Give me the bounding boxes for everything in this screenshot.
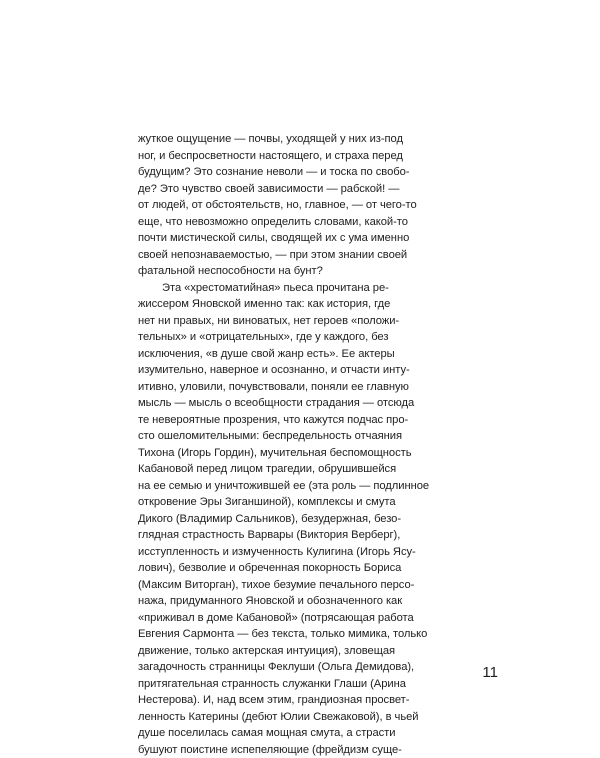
text-line-29: нажа, придуманного Яновской и обозначенного как [138, 593, 478, 610]
text-line-30: «приживал в доме Кабановой» (потрясающая работа [138, 610, 478, 627]
text-line-11: жиссером Яновской именно так: как история, где [138, 296, 478, 313]
text-line-2: ног, и беспросветности настоящего, и страха перед [138, 148, 478, 165]
text-line-26: исступленность и измученность Кулигина (Игорь Ясу- [138, 544, 478, 561]
text-line-14: исключения, «в душе свой жанр есть». Ее актеры [138, 346, 478, 363]
text-line-5: от людей, от обстоятельств, но, главное, — от чего-то [138, 197, 478, 214]
text-line-8: своей непознаваемостью, — при этом знании своей [138, 247, 478, 264]
text-line-32: движение, только актерская интуиция), зловещая [138, 643, 478, 660]
text-line-7: почти мистической силы, сводящей их с ума именно [138, 230, 478, 247]
text-line-6: еще, что невозможно определить словами, какой-то [138, 214, 478, 231]
text-line-35: Нестерова). И, над всем этим, грандиозная просвет- [138, 692, 478, 709]
text-line-12: нет ни правых, ни виноватых, нет героев «положи- [138, 313, 478, 330]
text-line-21: Кабановой перед лицом трагедии, обрушившейся [138, 461, 478, 478]
text-line-4: де? Это чувство своей зависимости — рабской! — [138, 181, 478, 198]
text-line-18: те невероятные прозрения, что кажутся подчас про- [138, 412, 478, 429]
body-text [138, 131, 478, 758]
text-line-13: тельных» и «отрицательных», где у каждого, без [138, 329, 478, 346]
page-number: 11 [458, 664, 498, 682]
text-line-10: Эта «хрестоматийная» пьеса прочитана ре- [138, 280, 478, 297]
text-line-33: загадочность странницы Феклуши (Ольга Демидова), [138, 659, 478, 676]
text-line-19: сто ошеломительными: беспредельность отчаяния [138, 428, 478, 445]
text-line-38: бушуют поистине испепеляющие (фрейдизм суще- [138, 742, 478, 758]
text-line-28: (Максим Виторган), тихое безумие печального персо- [138, 577, 478, 594]
text-line-20: Тихона (Игорь Гордин), мучительная беспомощность [138, 445, 478, 462]
text-line-16: итивно, уловили, почувствовали, поняли ее главную [138, 379, 478, 396]
text-line-3: будущим? Это сознание неволи — и тоска по свобо- [138, 164, 478, 181]
text-line-34: притягательная странность служанки Глаши (Арина [138, 676, 478, 693]
text-line-15: изумительно, наверное и осознанно, и отчасти инту- [138, 362, 478, 379]
text-line-9: фатальной неспособности на бунт? [138, 263, 478, 280]
text-line-36: ленность Катерины (дебют Юлии Свежаковой), в чьей [138, 709, 478, 726]
text-line-37: душе поселилась самая мощная смута, а страсти [138, 725, 478, 742]
text-line-1: жуткое ощущение — почвы, уходящей у них из-под [138, 131, 478, 148]
text-line-22: на ее семью и уничтожившей ее (эта роль — подлинное [138, 478, 478, 495]
text-line-24: Дикого (Владимир Сальников), безудержная, безо- [138, 511, 478, 528]
text-line-17: мысль — мысль о всеобщности страдания — отсюда [138, 395, 478, 412]
text-line-25: глядная страстность Варвары (Виктория Верберг), [138, 527, 478, 544]
text-line-23: откровение Эры Зиганшиной), комплексы и смута [138, 494, 478, 511]
text-line-27: лович), безволие и обреченная покорность Бориса [138, 560, 478, 577]
text-line-31: Евгения Сармонта — без текста, только мимика, только [138, 626, 478, 643]
